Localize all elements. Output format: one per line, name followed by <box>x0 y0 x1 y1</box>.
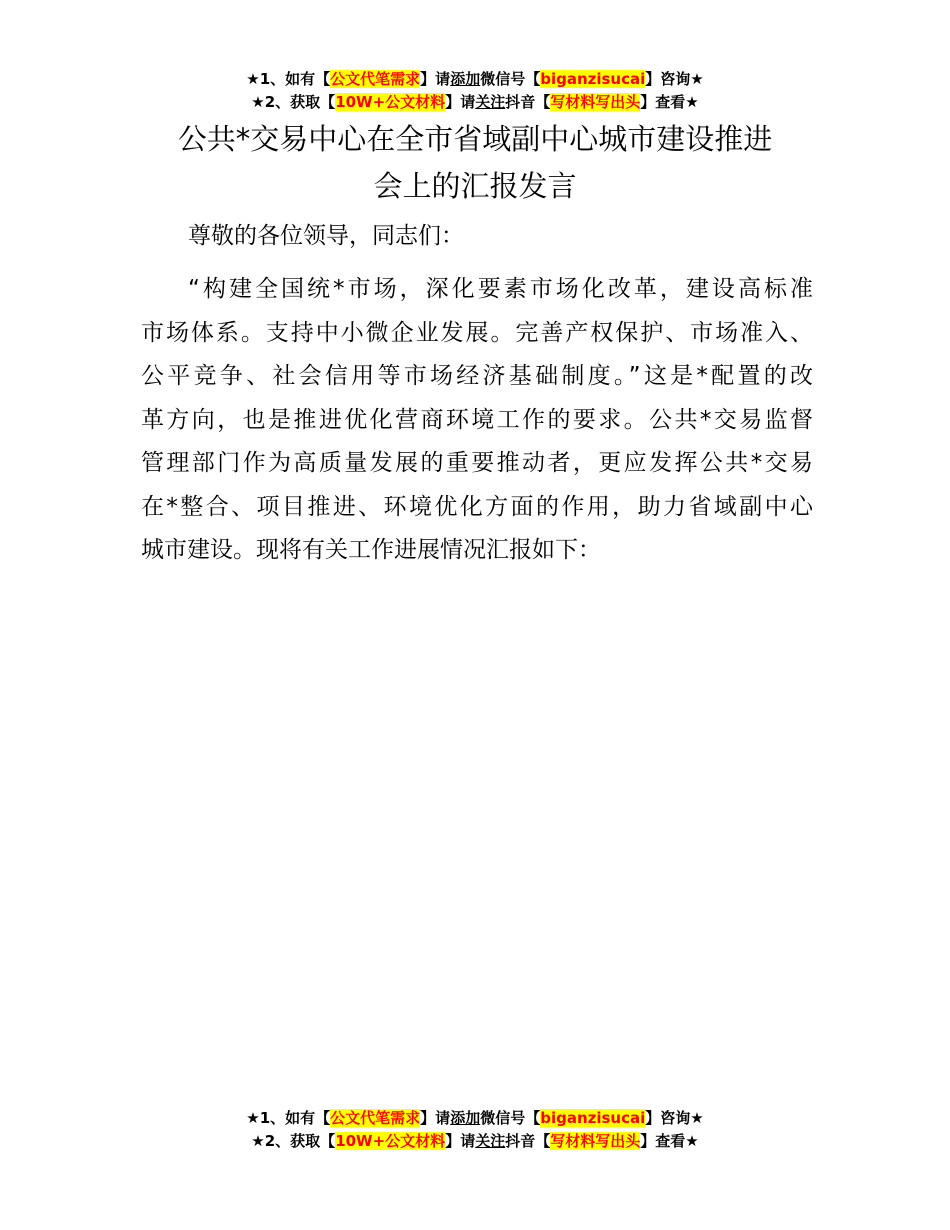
promo-text: 】请 <box>420 70 451 88</box>
promo-underlined-action: 关注 <box>475 93 506 111</box>
promo-underlined-action: 添加 <box>450 70 481 88</box>
promo-text: 】咨询★ <box>645 1109 704 1127</box>
promo-underlined-action: 添加 <box>450 1109 481 1127</box>
promo-highlight-wechat-id: biganzisucai <box>540 70 646 88</box>
promo-text: 】查看★ <box>640 93 699 111</box>
promo-highlight-materials: 10W+公文材料 <box>335 1132 446 1150</box>
paragraph-line: “构建全国统*市场，深化要素市场化改革，建设高标准 <box>188 276 813 302</box>
body-paragraph <box>141 268 813 573</box>
paragraph-line: 市场体系。支持中小微企业发展。完善产权保护、市场准入、 <box>141 319 813 346</box>
paragraph-line: 在*整合、项目推进、环境优化方面的作用，助力省域副中心 <box>141 493 813 520</box>
salutation: 尊敬的各位领导，同志们： <box>188 223 464 249</box>
promo-highlight-materials: 10W+公文材料 <box>335 93 446 111</box>
promo-highlight-douyin-account: 写材料写出头 <box>550 1132 641 1150</box>
title-line: 会上的汇报发言 <box>373 169 577 203</box>
promo-line-1 <box>0 68 950 91</box>
promo-text: 微信号【 <box>480 1109 541 1127</box>
promo-line-1 <box>0 1107 950 1130</box>
header-promo-banner <box>0 68 950 114</box>
promo-highlight-service: 公文代笔需求 <box>330 70 421 88</box>
promo-text: ★2、获取【 <box>251 93 336 111</box>
promo-text: 】查看★ <box>640 1132 699 1150</box>
promo-text: 】咨询★ <box>645 70 704 88</box>
paragraph-line: 管理部门作为高质量发展的重要推动者，更应发挥公共*交易 <box>141 450 813 476</box>
document-title <box>130 116 820 210</box>
promo-text: 】请 <box>445 93 476 111</box>
promo-text: 抖音【 <box>505 93 551 111</box>
promo-text: 】请 <box>420 1109 451 1127</box>
footer-promo-banner <box>0 1107 950 1153</box>
promo-highlight-wechat-id: biganzisucai <box>540 1109 646 1127</box>
promo-line-2 <box>0 91 950 114</box>
promo-text: 】请 <box>445 1132 476 1150</box>
paragraph-line: 城市建设。现将有关工作进展情况汇报如下： <box>141 537 601 563</box>
promo-text: ★2、获取【 <box>251 1132 336 1150</box>
promo-highlight-service: 公文代笔需求 <box>330 1109 421 1127</box>
promo-highlight-douyin-account: 写材料写出头 <box>550 93 641 111</box>
promo-text: ★1、如有【 <box>246 1109 331 1127</box>
promo-text: 抖音【 <box>505 1132 551 1150</box>
title-line: 公共*交易中心在全市省域副中心城市建设推进 <box>177 122 773 156</box>
promo-underlined-action: 关注 <box>475 1132 506 1150</box>
promo-line-2 <box>0 1130 950 1153</box>
promo-text: ★1、如有【 <box>246 70 331 88</box>
promo-text: 微信号【 <box>480 70 541 88</box>
paragraph-line: 革方向，也是推进优化营商环境工作的要求。公共*交易监督 <box>141 406 813 433</box>
paragraph-line: 公平竞争、社会信用等市场经济基础制度。”这是*配置的改 <box>141 363 813 389</box>
